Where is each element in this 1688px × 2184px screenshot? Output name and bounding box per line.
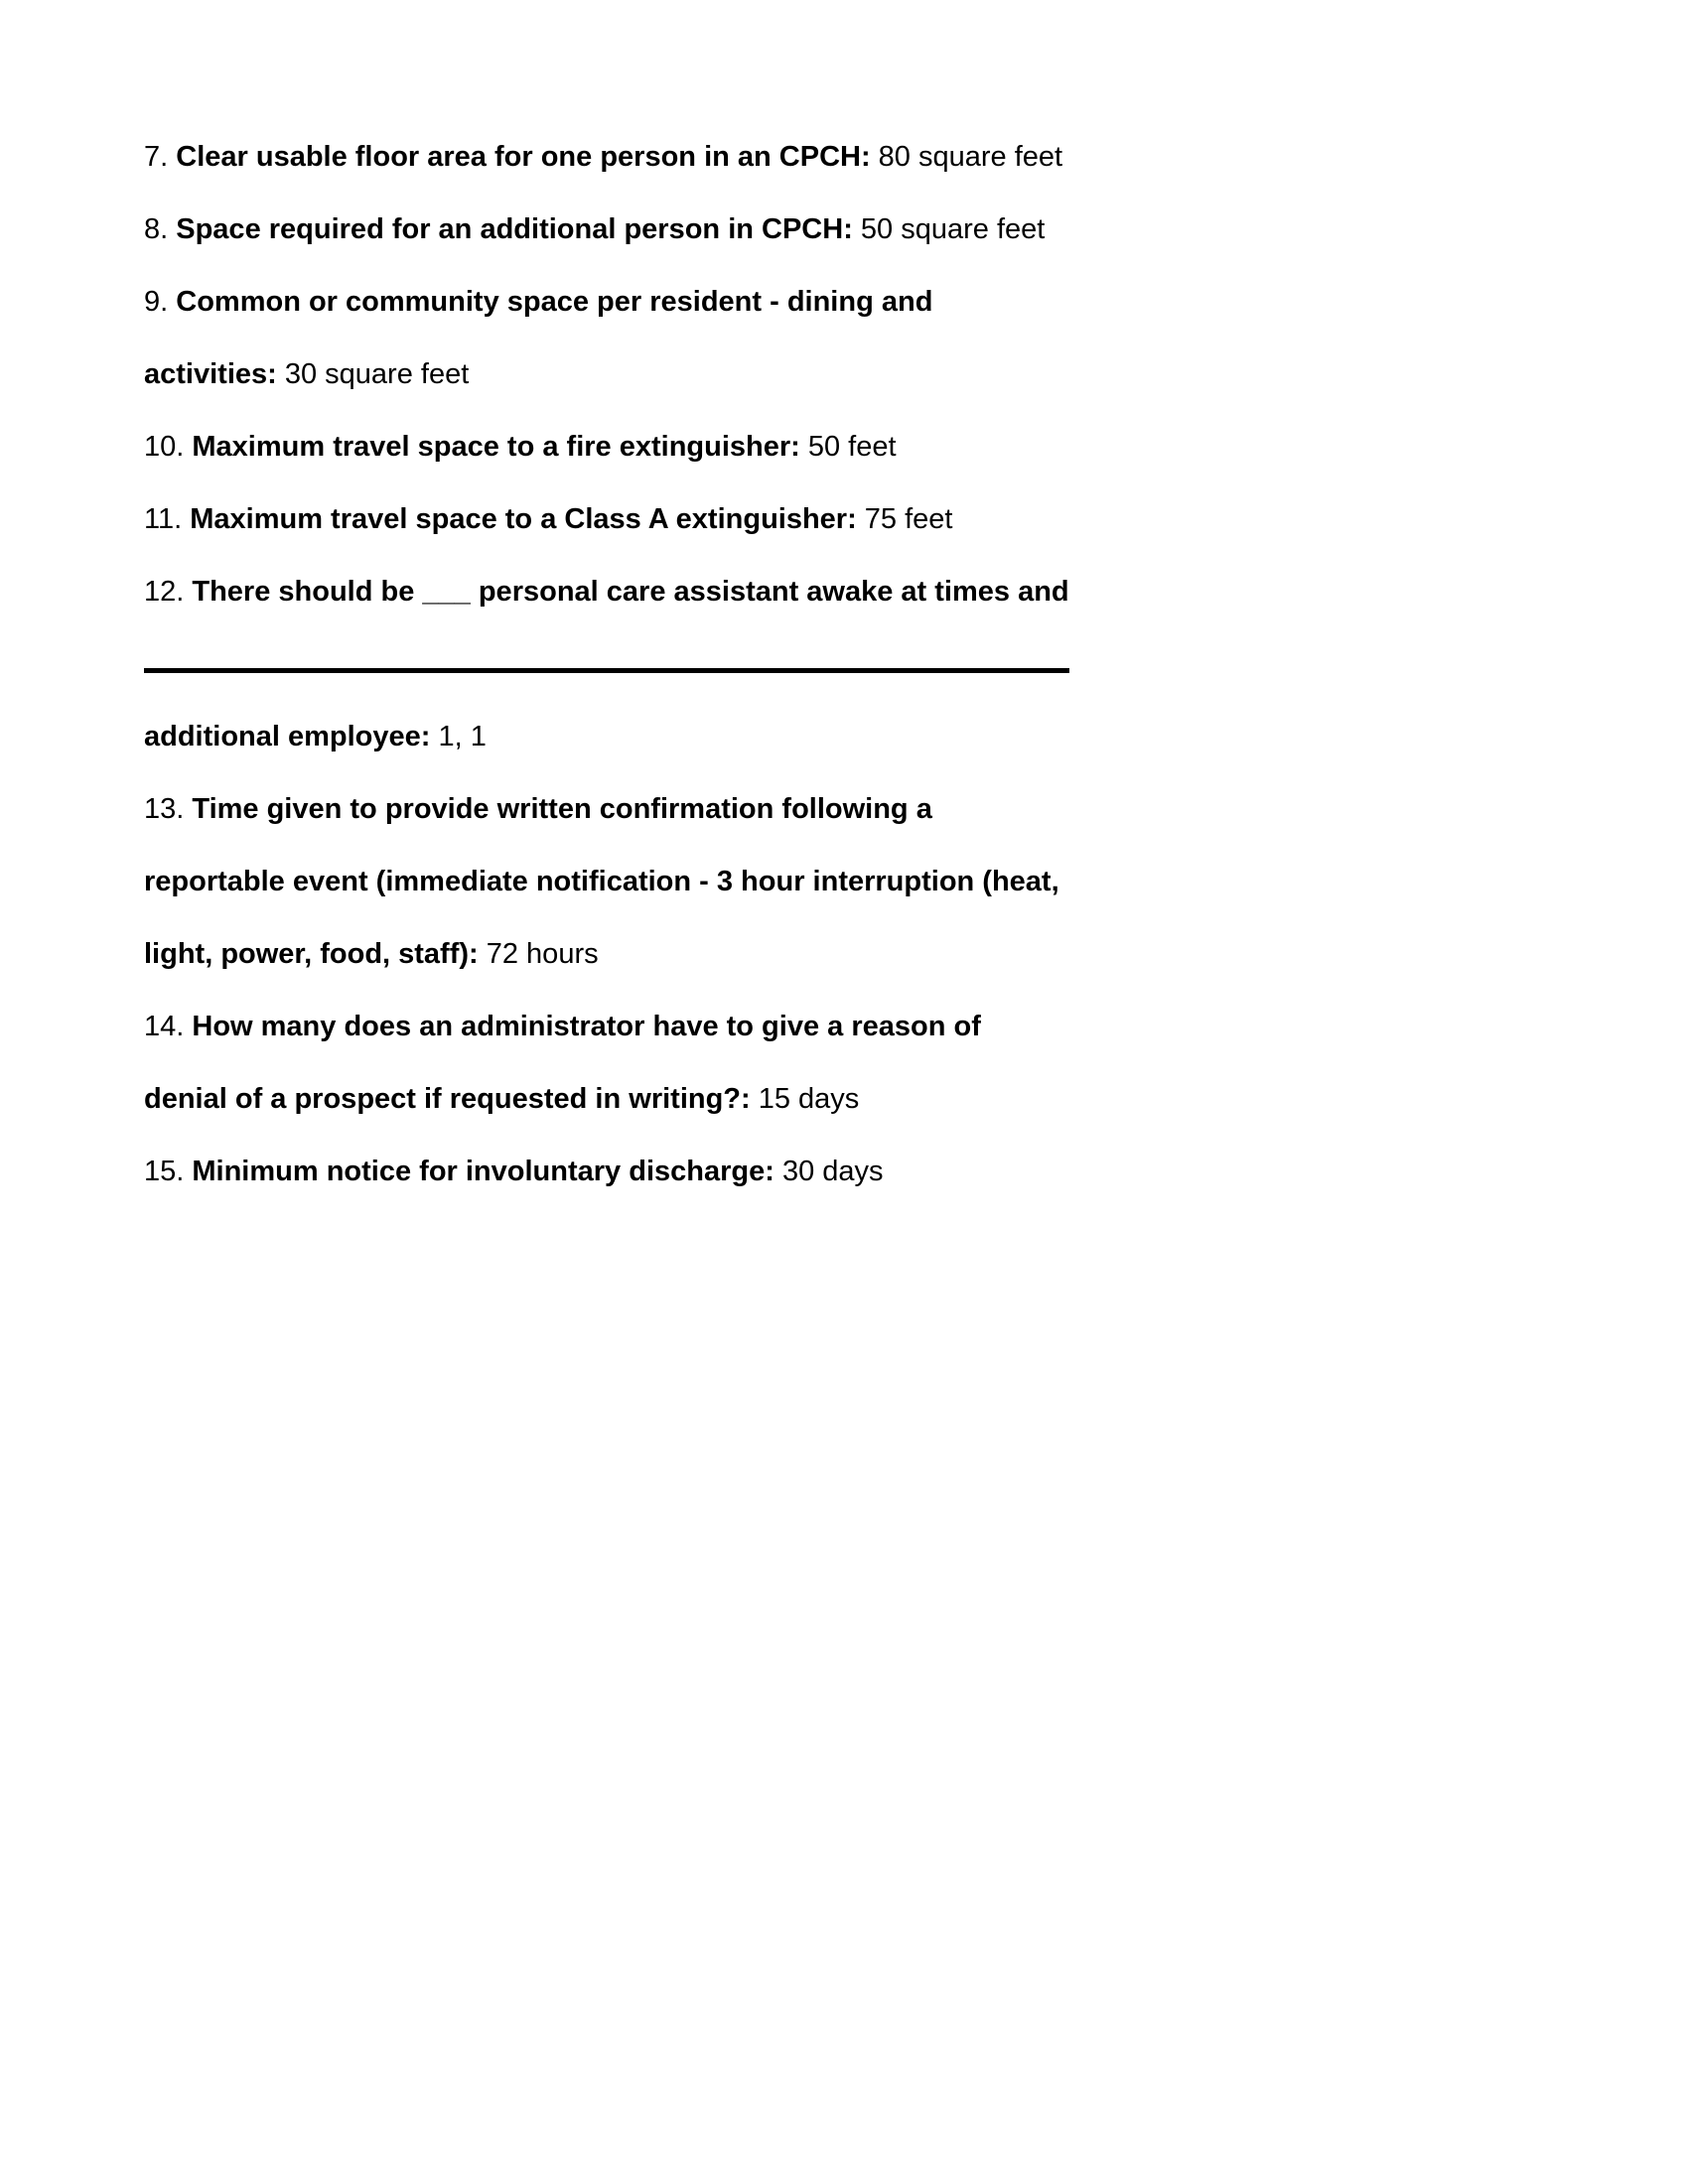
item-number: 12. [144, 576, 193, 608]
item-question: Time given to provide written confirmation following a reportable event (immediate notification - 3 hour interruption (heat, light, power, food, staff): [144, 793, 1059, 970]
item-question: additional employee: [144, 721, 431, 752]
item-question: How many does an administrator have to give a reason of denial of a prospect if requested in writing?: [144, 1011, 981, 1115]
qa-item [144, 121, 1069, 194]
item-number: 13. [144, 793, 193, 825]
qa-item [144, 483, 1069, 556]
qa-item [144, 701, 1069, 773]
item-number: 10. [144, 431, 193, 463]
qa-item [144, 266, 1069, 411]
qa-item [144, 411, 1069, 483]
item-answer: 30 days [774, 1156, 884, 1187]
qa-item [144, 556, 1069, 628]
item-answer: 15 days [750, 1083, 860, 1115]
qa-item [144, 194, 1069, 266]
qa-item [144, 991, 1069, 1136]
item-answer: 50 square feet [852, 213, 1046, 245]
qa-item [144, 1136, 1069, 1208]
section-divider [144, 668, 1069, 673]
item-question: Maximum travel space to a Class A extinguisher: [190, 503, 857, 535]
content [144, 121, 1069, 1208]
item-answer: 80 square feet [870, 141, 1063, 173]
qa-item [144, 773, 1069, 991]
item-number: 15. [144, 1156, 193, 1187]
item-question: There should be ___ personal care assistant awake at times and [192, 576, 1069, 608]
item-number: 14. [144, 1011, 193, 1042]
item-answer: 30 square feet [276, 358, 470, 390]
item-number: 9. [144, 286, 177, 318]
item-question: Common or community space per resident - dining and activities: [144, 286, 933, 390]
item-question: Minimum notice for involuntary discharge: [192, 1156, 774, 1187]
item-question: Maximum travel space to a fire extinguisher: [192, 431, 800, 463]
item-number: 7. [144, 141, 177, 173]
item-answer: 75 feet [856, 503, 953, 535]
item-number: 11. [144, 503, 191, 535]
item-answer: 50 feet [799, 431, 897, 463]
item-question: Clear usable floor area for one person in an CPCH: [176, 141, 871, 173]
item-question: Space required for an additional person in CPCH: [176, 213, 853, 245]
item-answer: 1, 1 [430, 721, 487, 752]
item-answer: 72 hours [478, 938, 599, 970]
item-number: 8. [144, 213, 177, 245]
